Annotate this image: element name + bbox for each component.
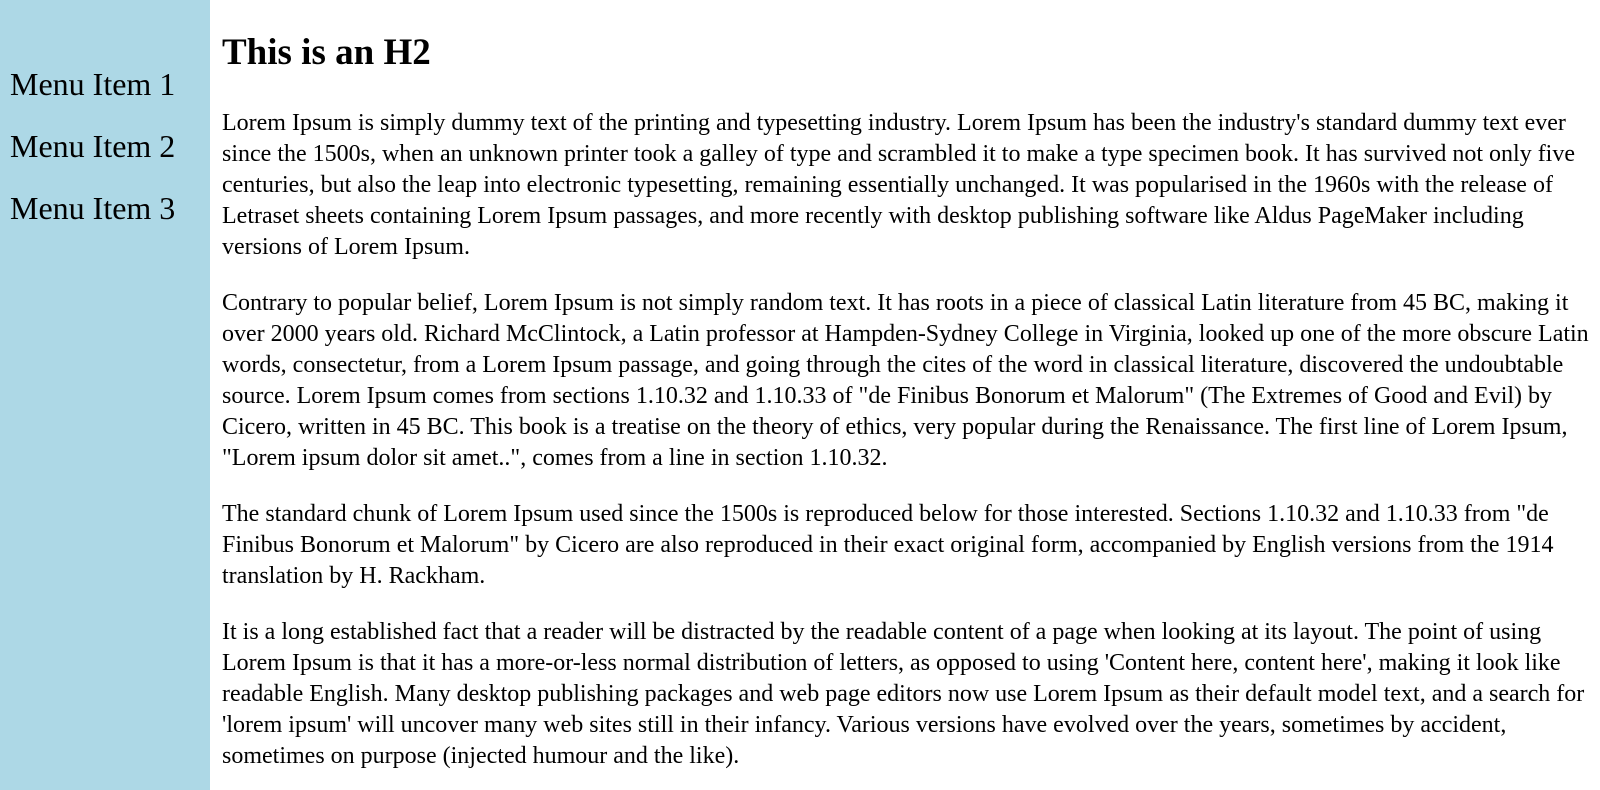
paragraph-4: It is a long established fact that a reader will be distracted by the readable content of a page when looking at its layout. The point of using Lorem Ipsum is that it has a more-or-less normal distribution of letters, as opposed to using 'Content here, content here', making it look like readable English. Many desktop publishing packages and web page editors now use Lorem Ipsum as their default model text, and a search for 'lorem ipsum' will uncover many web sites still in their infancy. Various versions have evolved over the years, sometimes by accident, sometimes on purpose (injected humour and the like). <box>222 619 1585 769</box>
sidebar <box>0 0 210 790</box>
paragraph-2: Contrary to popular belief, Lorem Ipsum is not simply random text. It has roots in a piece of classical Latin literature from 45 BC, making it over 2000 years old. Richard McClintock, a Latin professor at Hampden-Sydney College in Virginia, looked up one of the more obscure Latin words, consectetur, from a Lorem Ipsum passage, and going through the cites of the word in classical literature, discovered the undoubtable source. Lorem Ipsum comes from sections 1.10.32 and 1.10.33 of "de Finibus Bonorum et Malorum" (The Extremes of Good and Evil) by Cicero, written in 45 BC. This book is a treatise on the theory of ethics, very popular during the Renaissance. The first line of Lorem Ipsum, "Lorem ipsum dolor sit amet..", comes from a line in section 1.10.32. <box>222 290 1589 471</box>
sidebar-item-menu-item-1[interactable]: Menu Item 1 <box>10 66 176 102</box>
paragraph-1: Lorem Ipsum is simply dummy text of the printing and typesetting industry. Lorem Ipsum has been the industry's standard dummy text ever since the 1500s, when an unknown printer took a galley of type and scrambled it to make a type specimen book. It has survived not only five centuries, but also the leap into electronic typesetting, remaining essentially unchanged. It was popularised in the 1960s with the release of Letraset sheets containing Lorem Ipsum passages, and more recently with desktop publishing software like Aldus PageMaker including versions of Lorem Ipsum. <box>222 110 1575 260</box>
main-content <box>210 0 1600 790</box>
sidebar-item-menu-item-2[interactable]: Menu Item 2 <box>10 128 176 164</box>
sidebar-item-menu-item-3[interactable]: Menu Item 3 <box>10 190 176 226</box>
sidebar-menu <box>0 66 210 227</box>
page-title: This is an H2 <box>222 32 431 73</box>
paragraph-3: The standard chunk of Lorem Ipsum used since the 1500s is reproduced below for those interested. Sections 1.10.32 and 1.10.33 from "de Finibus Bonorum et Malorum" by Cicero are also reproduced in their exact original form, accompanied by English versions from the 1914 translation by H. Rackham. <box>222 501 1554 589</box>
